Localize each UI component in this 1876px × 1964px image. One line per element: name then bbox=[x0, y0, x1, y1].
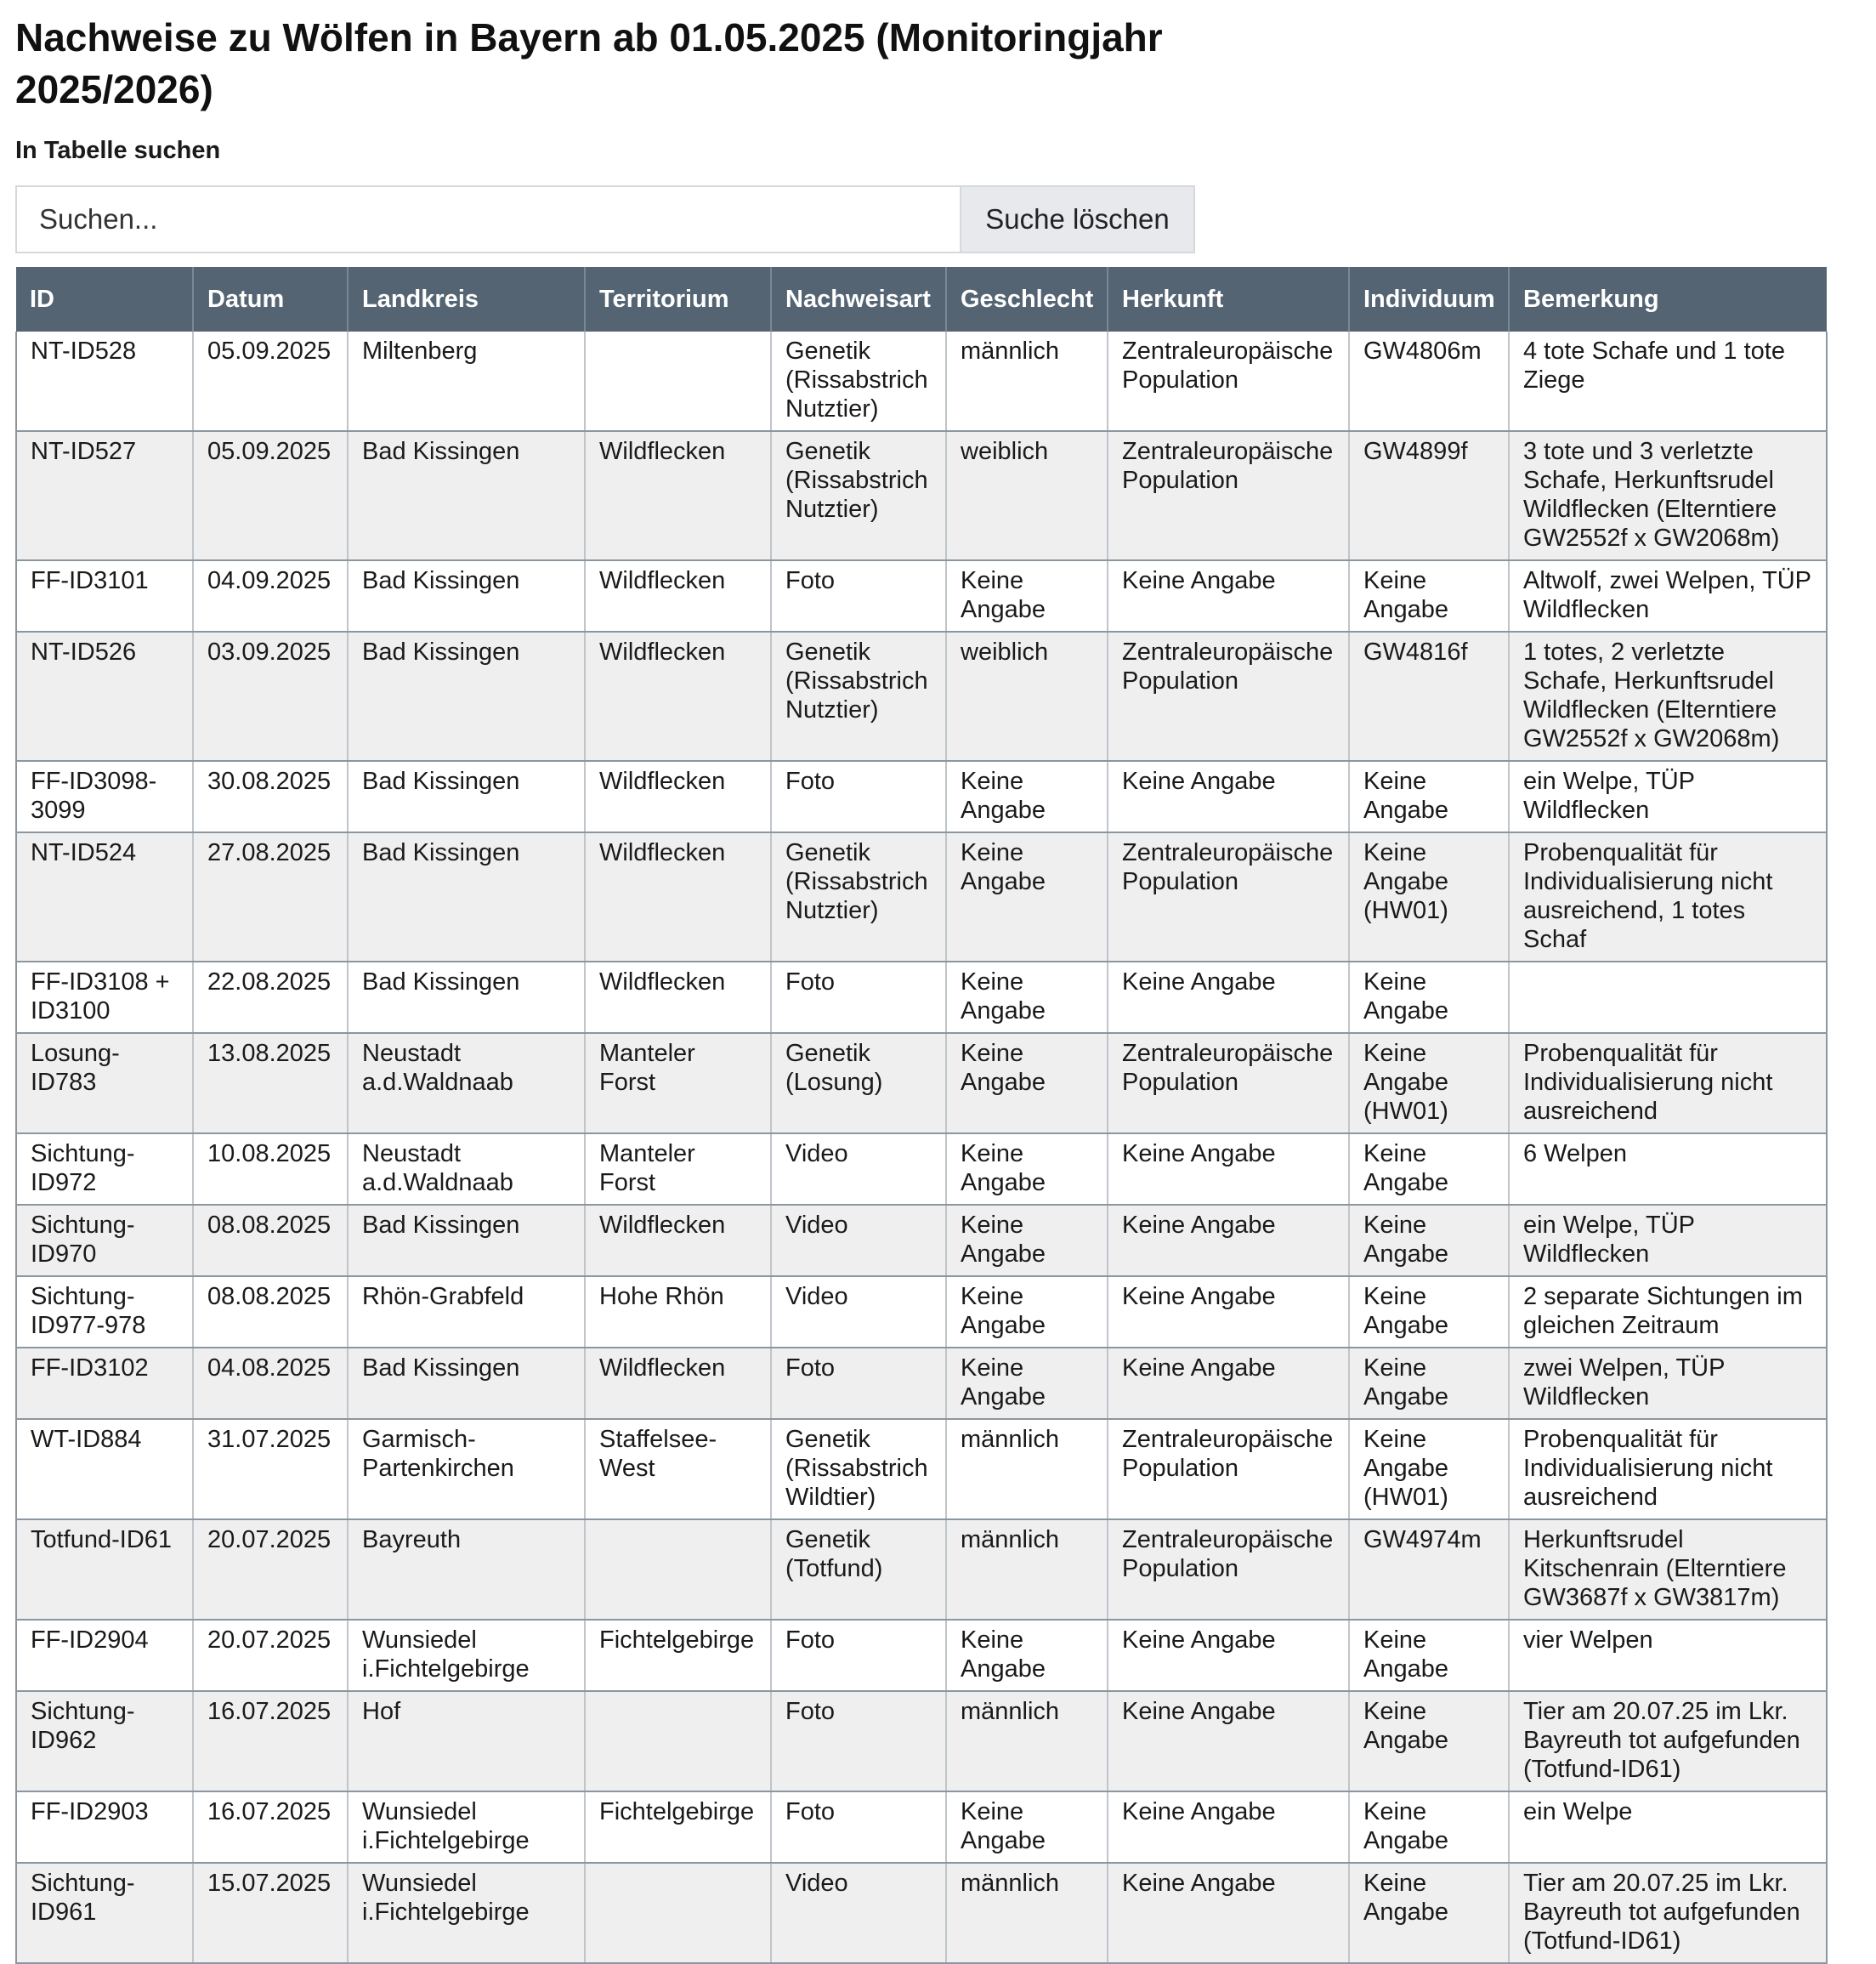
cell-nachweisart: Genetik (Rissabstrich Nutztier) bbox=[771, 332, 946, 431]
cell-herkunft: Zentraleuropäische Population bbox=[1108, 832, 1349, 962]
column-header-landkreis[interactable]: Landkreis bbox=[348, 267, 585, 332]
cell-landkreis: Garmisch-Partenkirchen bbox=[348, 1419, 585, 1519]
table-row bbox=[16, 1620, 1827, 1691]
cell-bemerkung: ein Welpe, TÜP Wildflecken bbox=[1509, 1205, 1827, 1276]
page-title: Nachweise zu Wölfen in Bayern ab 01.05.2025 (Monitoringjahr 2025/2026) bbox=[15, 15, 1163, 111]
cell-landkreis: Wunsiedel i.Fichtelgebirge bbox=[348, 1620, 585, 1691]
cell-geschlecht: männlich bbox=[946, 1519, 1108, 1620]
cell-bemerkung: 3 tote und 3 verletzte Schafe, Herkunftsrudel Wildflecken (Elterntiere GW2552f x GW2068m) bbox=[1509, 431, 1827, 560]
column-header-individuum[interactable]: Individuum bbox=[1349, 267, 1509, 332]
column-header-geschlecht[interactable]: Geschlecht bbox=[946, 267, 1108, 332]
cell-landkreis: Bad Kissingen bbox=[348, 1348, 585, 1419]
cell-bemerkung bbox=[1509, 962, 1827, 1033]
table-header-row bbox=[16, 267, 1827, 332]
cell-individuum: Keine Angabe bbox=[1349, 1276, 1509, 1348]
cell-territorium: Fichtelgebirge bbox=[585, 1791, 771, 1863]
cell-geschlecht: Keine Angabe bbox=[946, 1791, 1108, 1863]
cell-territorium: Hohe Rhön bbox=[585, 1276, 771, 1348]
cell-datum: 13.08.2025 bbox=[193, 1033, 348, 1133]
cell-geschlecht: Keine Angabe bbox=[946, 1205, 1108, 1276]
cell-territorium: Wildflecken bbox=[585, 1205, 771, 1276]
cell-territorium: Staffelsee-West bbox=[585, 1419, 771, 1519]
cell-individuum: Keine Angabe (HW01) bbox=[1349, 832, 1509, 962]
column-header-bemerkung[interactable]: Bemerkung bbox=[1509, 267, 1827, 332]
cell-territorium: Fichtelgebirge bbox=[585, 1620, 771, 1691]
cell-territorium: Wildflecken bbox=[585, 832, 771, 962]
cell-bemerkung: Probenqualität für Individualisierung nicht ausreichend bbox=[1509, 1033, 1827, 1133]
cell-geschlecht: männlich bbox=[946, 1419, 1108, 1519]
cell-territorium: Wildflecken bbox=[585, 560, 771, 632]
cell-datum: 08.08.2025 bbox=[193, 1276, 348, 1348]
cell-nachweisart: Foto bbox=[771, 1691, 946, 1791]
cell-nachweisart: Video bbox=[771, 1276, 946, 1348]
cell-individuum: GW4806m bbox=[1349, 332, 1509, 431]
table-row bbox=[16, 962, 1827, 1033]
cell-landkreis: Bad Kissingen bbox=[348, 431, 585, 560]
cell-id: FF-ID2903 bbox=[16, 1791, 193, 1863]
cell-bemerkung: Probenqualität für Individualisierung nicht ausreichend, 1 totes Schaf bbox=[1509, 832, 1827, 962]
cell-bemerkung: Probenqualität für Individualisierung nicht ausreichend bbox=[1509, 1419, 1827, 1519]
cell-nachweisart: Video bbox=[771, 1133, 946, 1205]
cell-individuum: Keine Angabe bbox=[1349, 1205, 1509, 1276]
cell-bemerkung: ein Welpe bbox=[1509, 1791, 1827, 1863]
search-input[interactable] bbox=[17, 187, 960, 252]
table-row bbox=[16, 1691, 1827, 1791]
cell-landkreis: Bad Kissingen bbox=[348, 632, 585, 761]
clear-search-button[interactable]: Suche löschen bbox=[960, 187, 1193, 252]
cell-herkunft: Keine Angabe bbox=[1108, 1133, 1349, 1205]
cell-id: Sichtung-ID961 bbox=[16, 1863, 193, 1963]
search-bar bbox=[15, 185, 1195, 253]
cell-geschlecht: männlich bbox=[946, 332, 1108, 431]
cell-datum: 05.09.2025 bbox=[193, 332, 348, 431]
cell-nachweisart: Foto bbox=[771, 962, 946, 1033]
cell-individuum: GW4899f bbox=[1349, 431, 1509, 560]
cell-bemerkung: Tier am 20.07.25 im Lkr. Bayreuth tot aufgefunden (Totfund-ID61) bbox=[1509, 1863, 1827, 1963]
cell-nachweisart: Foto bbox=[771, 761, 946, 832]
cell-herkunft: Keine Angabe bbox=[1108, 1620, 1349, 1691]
cell-id: Totfund-ID61 bbox=[16, 1519, 193, 1620]
cell-individuum: Keine Angabe bbox=[1349, 1620, 1509, 1691]
cell-nachweisart: Genetik (Totfund) bbox=[771, 1519, 946, 1620]
cell-id: Sichtung-ID972 bbox=[16, 1133, 193, 1205]
cell-datum: 22.08.2025 bbox=[193, 962, 348, 1033]
cell-geschlecht: Keine Angabe bbox=[946, 1033, 1108, 1133]
cell-territorium bbox=[585, 1691, 771, 1791]
cell-datum: 10.08.2025 bbox=[193, 1133, 348, 1205]
cell-bemerkung: 1 totes, 2 verletzte Schafe, Herkunftsrudel Wildflecken (Elterntiere GW2552f x GW2068m) bbox=[1509, 632, 1827, 761]
cell-id: NT-ID527 bbox=[16, 431, 193, 560]
cell-nachweisart: Foto bbox=[771, 560, 946, 632]
column-header-id[interactable]: ID bbox=[16, 267, 193, 332]
cell-individuum: Keine Angabe bbox=[1349, 1133, 1509, 1205]
table-row bbox=[16, 1133, 1827, 1205]
cell-herkunft: Keine Angabe bbox=[1108, 1791, 1349, 1863]
cell-id: NT-ID524 bbox=[16, 832, 193, 962]
cell-bemerkung: vier Welpen bbox=[1509, 1620, 1827, 1691]
cell-territorium: Wildflecken bbox=[585, 1348, 771, 1419]
cell-territorium bbox=[585, 1863, 771, 1963]
cell-datum: 20.07.2025 bbox=[193, 1519, 348, 1620]
cell-landkreis: Neustadt a.d.Waldnaab bbox=[348, 1033, 585, 1133]
cell-herkunft: Keine Angabe bbox=[1108, 1205, 1349, 1276]
table-row bbox=[16, 1205, 1827, 1276]
cell-datum: 31.07.2025 bbox=[193, 1419, 348, 1519]
cell-individuum: Keine Angabe bbox=[1349, 560, 1509, 632]
cell-landkreis: Rhön-Grabfeld bbox=[348, 1276, 585, 1348]
cell-nachweisart: Foto bbox=[771, 1620, 946, 1691]
cell-geschlecht: Keine Angabe bbox=[946, 1276, 1108, 1348]
cell-territorium bbox=[585, 332, 771, 431]
cell-bemerkung: Tier am 20.07.25 im Lkr. Bayreuth tot aufgefunden (Totfund-ID61) bbox=[1509, 1691, 1827, 1791]
cell-landkreis: Neustadt a.d.Waldnaab bbox=[348, 1133, 585, 1205]
table-row bbox=[16, 1033, 1827, 1133]
cell-herkunft: Keine Angabe bbox=[1108, 1348, 1349, 1419]
cell-herkunft: Keine Angabe bbox=[1108, 1863, 1349, 1963]
cell-nachweisart: Foto bbox=[771, 1348, 946, 1419]
cell-id: Sichtung-ID970 bbox=[16, 1205, 193, 1276]
table-row bbox=[16, 1419, 1827, 1519]
cell-landkreis: Miltenberg bbox=[348, 332, 585, 431]
cell-bemerkung: Herkunftsrudel Kitschenrain (Elterntiere GW3687f x GW3817m) bbox=[1509, 1519, 1827, 1620]
table-row bbox=[16, 632, 1827, 761]
cell-geschlecht: Keine Angabe bbox=[946, 761, 1108, 832]
cell-nachweisart: Video bbox=[771, 1205, 946, 1276]
cell-datum: 04.09.2025 bbox=[193, 560, 348, 632]
table-row bbox=[16, 1863, 1827, 1963]
cell-individuum: GW4816f bbox=[1349, 632, 1509, 761]
cell-geschlecht: Keine Angabe bbox=[946, 1348, 1108, 1419]
cell-territorium: Wildflecken bbox=[585, 632, 771, 761]
cell-nachweisart: Foto bbox=[771, 1791, 946, 1863]
column-header-nachweisart[interactable]: Nachweisart bbox=[771, 267, 946, 332]
cell-id: FF-ID3101 bbox=[16, 560, 193, 632]
cell-datum: 27.08.2025 bbox=[193, 832, 348, 962]
table-row bbox=[16, 761, 1827, 832]
table-row bbox=[16, 1791, 1827, 1863]
cell-territorium: Manteler Forst bbox=[585, 1033, 771, 1133]
cell-id: FF-ID2904 bbox=[16, 1620, 193, 1691]
cell-territorium: Wildflecken bbox=[585, 761, 771, 832]
cell-individuum: Keine Angabe bbox=[1349, 1863, 1509, 1963]
cell-territorium: Manteler Forst bbox=[585, 1133, 771, 1205]
cell-herkunft: Keine Angabe bbox=[1108, 761, 1349, 832]
cell-individuum: Keine Angabe bbox=[1349, 962, 1509, 1033]
cell-individuum: Keine Angabe bbox=[1349, 1791, 1509, 1863]
cell-individuum: Keine Angabe (HW01) bbox=[1349, 1033, 1509, 1133]
cell-herkunft: Keine Angabe bbox=[1108, 1691, 1349, 1791]
cell-nachweisart: Genetik (Rissabstrich Wildtier) bbox=[771, 1419, 946, 1519]
cell-landkreis: Wunsiedel i.Fichtelgebirge bbox=[348, 1863, 585, 1963]
cell-individuum: Keine Angabe bbox=[1349, 1691, 1509, 1791]
cell-herkunft: Zentraleuropäische Population bbox=[1108, 431, 1349, 560]
cell-datum: 20.07.2025 bbox=[193, 1620, 348, 1691]
cell-herkunft: Zentraleuropäische Population bbox=[1108, 1419, 1349, 1519]
cell-id: FF-ID3098-3099 bbox=[16, 761, 193, 832]
cell-datum: 03.09.2025 bbox=[193, 632, 348, 761]
table-row bbox=[16, 332, 1827, 431]
cell-id: Sichtung-ID977-978 bbox=[16, 1276, 193, 1348]
cell-landkreis: Bayreuth bbox=[348, 1519, 585, 1620]
cell-bemerkung: Altwolf, zwei Welpen, TÜP Wildflecken bbox=[1509, 560, 1827, 632]
cell-datum: 04.08.2025 bbox=[193, 1348, 348, 1419]
cell-bemerkung: ein Welpe, TÜP Wildflecken bbox=[1509, 761, 1827, 832]
cell-datum: 16.07.2025 bbox=[193, 1691, 348, 1791]
cell-landkreis: Hof bbox=[348, 1691, 585, 1791]
cell-herkunft: Zentraleuropäische Population bbox=[1108, 332, 1349, 431]
table-row bbox=[16, 431, 1827, 560]
column-header-herkunft[interactable]: Herkunft bbox=[1108, 267, 1349, 332]
cell-bemerkung: 4 tote Schafe und 1 tote Ziege bbox=[1509, 332, 1827, 431]
table-row bbox=[16, 832, 1827, 962]
cell-geschlecht: männlich bbox=[946, 1691, 1108, 1791]
cell-geschlecht: Keine Angabe bbox=[946, 1620, 1108, 1691]
cell-geschlecht: weiblich bbox=[946, 431, 1108, 560]
cell-landkreis: Bad Kissingen bbox=[348, 560, 585, 632]
cell-herkunft: Keine Angabe bbox=[1108, 560, 1349, 632]
cell-herkunft: Zentraleuropäische Population bbox=[1108, 632, 1349, 761]
cell-geschlecht: männlich bbox=[946, 1863, 1108, 1963]
cell-datum: 15.07.2025 bbox=[193, 1863, 348, 1963]
column-header-datum[interactable]: Datum bbox=[193, 267, 348, 332]
cell-id: Sichtung-ID962 bbox=[16, 1691, 193, 1791]
cell-nachweisart: Genetik (Rissabstrich Nutztier) bbox=[771, 832, 946, 962]
cell-bemerkung: 2 separate Sichtungen im gleichen Zeitraum bbox=[1509, 1276, 1827, 1348]
cell-geschlecht: Keine Angabe bbox=[946, 832, 1108, 962]
cell-individuum: GW4974m bbox=[1349, 1519, 1509, 1620]
cell-id: WT-ID884 bbox=[16, 1419, 193, 1519]
cell-id: FF-ID3108 + ID3100 bbox=[16, 962, 193, 1033]
cell-nachweisart: Video bbox=[771, 1863, 946, 1963]
cell-id: FF-ID3102 bbox=[16, 1348, 193, 1419]
cell-herkunft: Keine Angabe bbox=[1108, 1276, 1349, 1348]
table-row bbox=[16, 560, 1827, 632]
cell-landkreis: Bad Kissingen bbox=[348, 1205, 585, 1276]
search-label: In Tabelle suchen bbox=[15, 137, 221, 164]
cell-datum: 05.09.2025 bbox=[193, 431, 348, 560]
cell-territorium bbox=[585, 1519, 771, 1620]
table-row bbox=[16, 1519, 1827, 1620]
cell-territorium: Wildflecken bbox=[585, 431, 771, 560]
cell-individuum: Keine Angabe bbox=[1349, 761, 1509, 832]
table-row bbox=[16, 1348, 1827, 1419]
column-header-territorium[interactable]: Territorium bbox=[585, 267, 771, 332]
data-table bbox=[15, 267, 1828, 1964]
table-row bbox=[16, 1276, 1827, 1348]
cell-geschlecht: Keine Angabe bbox=[946, 962, 1108, 1033]
cell-landkreis: Wunsiedel i.Fichtelgebirge bbox=[348, 1791, 585, 1863]
table-body bbox=[16, 332, 1827, 1963]
cell-datum: 30.08.2025 bbox=[193, 761, 348, 832]
cell-nachweisart: Genetik (Rissabstrich Nutztier) bbox=[771, 431, 946, 560]
cell-nachweisart: Genetik (Rissabstrich Nutztier) bbox=[771, 632, 946, 761]
cell-territorium: Wildflecken bbox=[585, 962, 771, 1033]
cell-bemerkung: zwei Welpen, TÜP Wildflecken bbox=[1509, 1348, 1827, 1419]
cell-bemerkung: 6 Welpen bbox=[1509, 1133, 1827, 1205]
cell-nachweisart: Genetik (Losung) bbox=[771, 1033, 946, 1133]
cell-herkunft: Zentraleuropäische Population bbox=[1108, 1519, 1349, 1620]
cell-datum: 08.08.2025 bbox=[193, 1205, 348, 1276]
cell-herkunft: Zentraleuropäische Population bbox=[1108, 1033, 1349, 1133]
cell-landkreis: Bad Kissingen bbox=[348, 962, 585, 1033]
cell-datum: 16.07.2025 bbox=[193, 1791, 348, 1863]
cell-geschlecht: Keine Angabe bbox=[946, 560, 1108, 632]
cell-landkreis: Bad Kissingen bbox=[348, 832, 585, 962]
cell-id: Losung-ID783 bbox=[16, 1033, 193, 1133]
cell-geschlecht: weiblich bbox=[946, 632, 1108, 761]
cell-herkunft: Keine Angabe bbox=[1108, 962, 1349, 1033]
cell-landkreis: Bad Kissingen bbox=[348, 761, 585, 832]
cell-id: NT-ID526 bbox=[16, 632, 193, 761]
cell-id: NT-ID528 bbox=[16, 332, 193, 431]
cell-individuum: Keine Angabe bbox=[1349, 1348, 1509, 1419]
cell-individuum: Keine Angabe (HW01) bbox=[1349, 1419, 1509, 1519]
cell-geschlecht: Keine Angabe bbox=[946, 1133, 1108, 1205]
